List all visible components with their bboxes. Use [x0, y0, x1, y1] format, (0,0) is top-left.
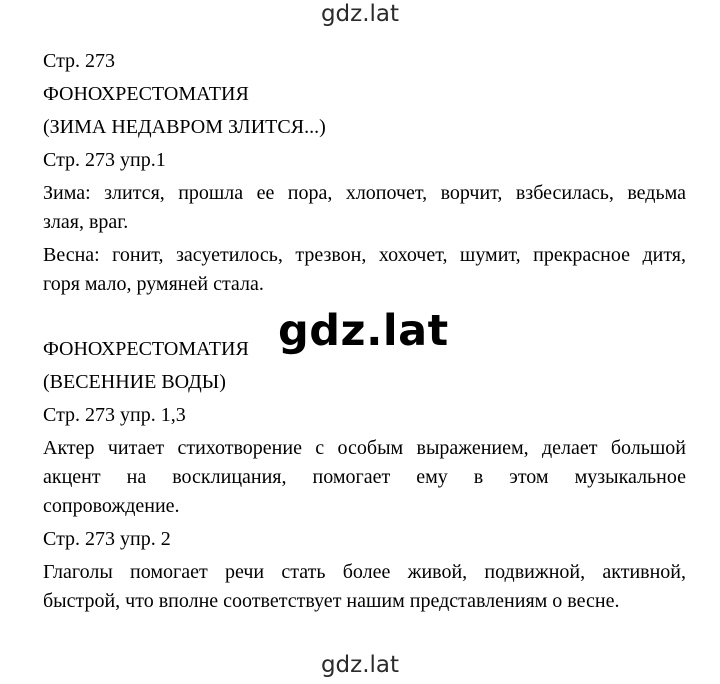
watermark-middle: gdz.lat [278, 306, 449, 356]
winter-answer-line-1: Зима: злится, прошла ее пора, хлопочет, ворчит, взбесилась, ведьма [43, 182, 686, 204]
spring-answer-line-1: Весна: гонит, засуетилось, трезвон, хохочет, шумит, прекрасное дитя, [43, 244, 686, 266]
winter-answer-line-2: злая, враг. [43, 211, 129, 233]
watermark-bottom: gdz.lat [320, 652, 400, 678]
exercise-reference-3: Стр. 273 упр. 2 [43, 528, 171, 550]
section-subheading-2: (ВЕСЕННИЕ ВОДЫ) [43, 371, 226, 393]
actor-answer-line-2: акцент на восклицания, помогает ему в этом музыкальное [43, 466, 686, 488]
verbs-answer-line-2: быстрой, что вполне соответствует нашим представлениям о весне. [43, 590, 620, 612]
page-reference: Стр. 273 [43, 50, 116, 72]
watermark-top: gdz.lat [320, 1, 400, 27]
actor-answer-line-3: сопровождение. [43, 495, 180, 517]
spring-answer-line-2: горя мало, румяней стала. [43, 273, 264, 295]
verbs-answer-line-1: Глаголы помогает речи стать более живой, подвижной, активной, [43, 561, 686, 583]
section-subheading-1: (ЗИМА НЕДАВРОМ ЗЛИТСЯ...) [43, 116, 326, 138]
section-heading-1: ФОНОХРЕСТОМАТИЯ [43, 83, 249, 105]
exercise-reference-2: Стр. 273 упр. 1,3 [43, 404, 186, 426]
exercise-reference-1: Стр. 273 упр.1 [43, 149, 166, 171]
actor-answer-line-1: Актер читает стихотворение с особым выражением, делает большой [43, 437, 686, 459]
section-heading-2: ФОНОХРЕСТОМАТИЯ [43, 338, 249, 360]
